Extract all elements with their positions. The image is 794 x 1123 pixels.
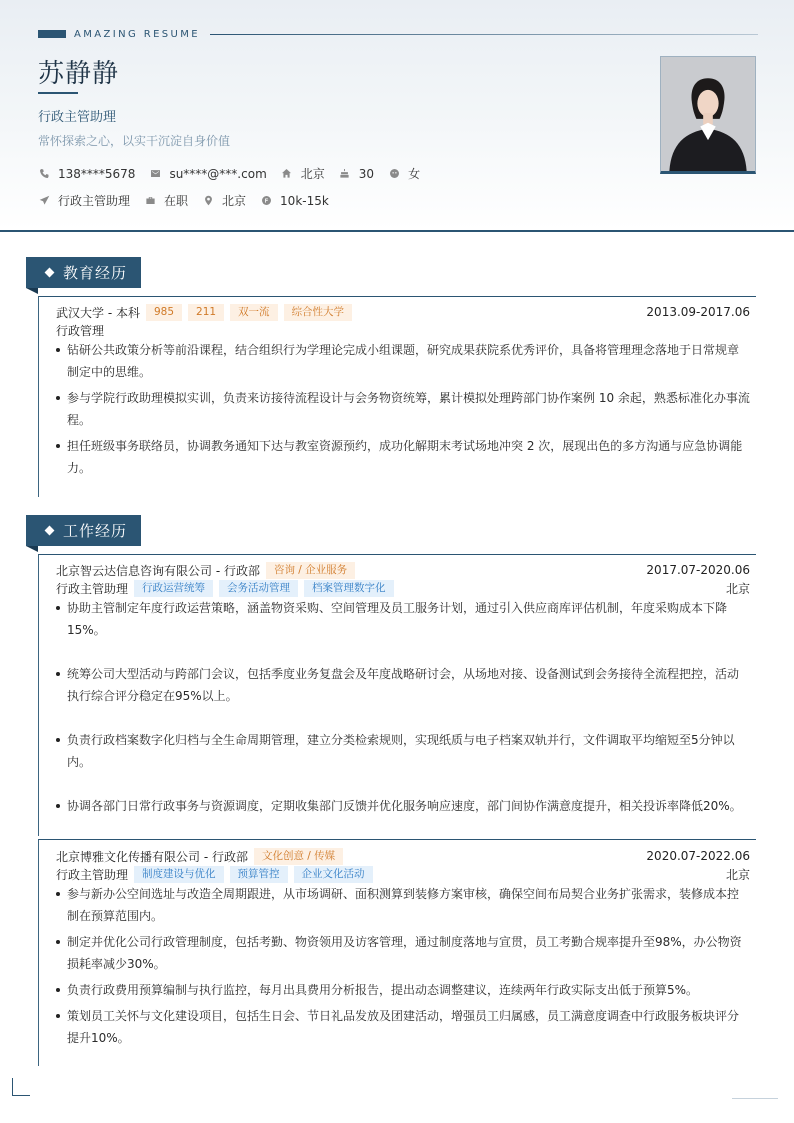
skill-tag: 制度建设与优化 <box>134 866 224 883</box>
industry-tag: 咨询 / 企业服务 <box>266 562 355 579</box>
education-bullet: 参与学院行政助理模拟实训，负责来访接待流程设计与会务物资统筹，累计模拟处理跨部门协作案例 10 余起，熟悉标准化办事流程。 <box>39 387 756 431</box>
send-icon <box>38 195 50 207</box>
email-item <box>149 167 266 181</box>
school-tag: 211 <box>188 304 224 321</box>
home-icon <box>281 168 293 180</box>
phone-item <box>38 167 135 181</box>
school-tag: 985 <box>146 304 182 321</box>
work-date: 2020.07-2022.06 <box>646 849 750 863</box>
work-city: 北京 <box>725 868 750 882</box>
profile-photo-image <box>661 57 755 171</box>
contact-info-row <box>38 165 434 182</box>
salary-icon <box>260 195 272 207</box>
work-bullet: 协调各部门日常行政事务与资源调度，定期收集部门反馈并优化服务响应速度，部门间协作满意度提升，相关投诉率降低20%。 <box>39 795 756 817</box>
home-city-item <box>281 165 325 182</box>
gender-text: 女 <box>408 167 421 181</box>
work-bullet: 参与新办公空间选址与改造全周期跟进，从市场调研、面积测算到装修方案审核，确保空间布局契合业务扩张需求，装修成本控制在预算范围内。 <box>39 883 756 927</box>
phone-icon <box>38 168 50 180</box>
work-position: 行政主管助理 <box>56 867 129 882</box>
gender-item <box>388 165 420 182</box>
education-bullet: 钻研公共政策分析等前沿课程，结合组织行为学理论完成小组课题，研究成果获院系优秀评价，具备将管理理念落地于日常规章制定中的思维。 <box>39 339 756 383</box>
work-bullet: 策划员工关怀与文化建设项目，包括生日会、节日礼品发放及团建活动，增强员工归属感，员工满意度调查中行政服务板块评分提升10%。 <box>39 1005 756 1049</box>
job-title: 行政主管助理 <box>38 110 117 125</box>
intent-info-row <box>38 192 343 209</box>
resume-header <box>0 0 794 232</box>
work-head <box>39 561 756 579</box>
profile-photo <box>660 56 756 174</box>
company-name: 北京智云达信息咨询有限公司 - 行政部 <box>56 563 260 578</box>
section-title-education-text: 教育经历 <box>63 264 128 282</box>
age-item <box>339 167 374 181</box>
skill-tag: 行政运营统筹 <box>134 580 213 597</box>
salary-text: 10k-15k <box>280 193 329 208</box>
cake-icon <box>339 168 351 180</box>
brand-row <box>38 27 758 41</box>
status-item <box>144 192 188 209</box>
skill-tag: 会务活动管理 <box>219 580 298 597</box>
work-bullet: 负责行政费用预算编制与执行监控，每月出具费用分析报告，提出动态调整建议，连续两年行政实际支出低于预算5%。 <box>39 979 756 1001</box>
education-head <box>39 303 756 321</box>
motto: 常怀探索之心，以实干沉淀自身价值 <box>38 134 231 148</box>
section-title-work-text: 工作经历 <box>63 522 128 540</box>
age-text: 30 <box>358 166 375 181</box>
brand-divider <box>210 34 758 35</box>
intent-position-item <box>38 192 130 209</box>
intent-city-text: 北京 <box>222 194 247 208</box>
education-bullet: 担任班级事务联络员，协调教务通知下达与教室资源预约，成功化解期末考试场地冲突 2 次，展现出色的多方沟通与应急协调能力。 <box>39 435 756 479</box>
location-pin-icon <box>202 195 214 207</box>
industry-tag: 文化创意 / 传媒 <box>254 848 343 865</box>
school-name: 武汉大学 - 本科 <box>56 305 140 320</box>
email-text: su****@***.com <box>169 166 267 181</box>
skill-tag: 档案管理数字化 <box>304 580 394 597</box>
brand-text: AMAZING RESUME <box>74 28 200 40</box>
work-entry-1 <box>38 554 756 836</box>
education-date: 2013.09-2017.06 <box>646 305 750 319</box>
work-bullet: 协助主管制定年度行政运营策略，涵盖物资采购、空间管理及员工服务计划，通过引入供应商库评估机制，年度采购成本下降15%。 <box>39 597 756 641</box>
corner-decoration <box>12 1078 30 1096</box>
section-title-education <box>26 257 141 288</box>
status-text: 在职 <box>164 194 189 208</box>
education-major-row <box>39 321 756 339</box>
company-name: 北京博雅文化传播有限公司 - 行政部 <box>56 849 248 864</box>
intent-position-text: 行政主管助理 <box>58 194 131 208</box>
work-position-row <box>39 865 756 883</box>
work-bullet: 制定并优化公司行政管理制度，包括考勤、物资领用及访客管理，通过制度落地与宣贯，员工考勤合规率提升至98%，办公物资损耗率减少30%。 <box>39 931 756 975</box>
school-tag: 双一流 <box>230 304 278 321</box>
education-entry <box>38 296 756 497</box>
mail-icon <box>149 168 161 180</box>
home-city-text: 北京 <box>300 167 325 181</box>
work-position-row <box>39 579 756 597</box>
intent-city-item <box>202 192 246 209</box>
skill-tag: 企业文化活动 <box>294 866 373 883</box>
footer-line <box>732 1098 778 1099</box>
work-city: 北京 <box>725 582 750 596</box>
work-entry-2 <box>38 839 756 1066</box>
phone-text: 138****5678 <box>58 166 136 181</box>
candidate-name: 苏静静 <box>38 59 120 89</box>
work-bullet: 负责行政档案数字化归档与全生命周期管理，建立分类检索规则，实现纸质与电子档案双轨并行，文件调取平均缩短至5分钟以内。 <box>39 729 756 773</box>
education-major: 行政管理 <box>56 323 105 338</box>
briefcase-icon <box>144 195 156 207</box>
diamond-icon <box>45 268 55 278</box>
name-underline <box>38 92 78 94</box>
work-position: 行政主管助理 <box>56 581 129 596</box>
school-tag: 综合性大学 <box>284 304 353 321</box>
work-date: 2017.07-2020.06 <box>646 563 750 577</box>
work-head <box>39 847 756 865</box>
skill-tag: 预算管控 <box>230 866 288 883</box>
salary-item <box>260 194 329 208</box>
work-bullet: 统筹公司大型活动与跨部门会议，包括季度业务复盘会及年度战略研讨会，从场地对接、设备测试到会务接待全流程把控，活动执行综合评分稳定在95%以上。 <box>39 663 756 707</box>
brand-bar <box>38 30 66 38</box>
gender-icon <box>388 168 400 180</box>
diamond-icon <box>45 526 55 536</box>
section-title-work <box>26 515 141 546</box>
